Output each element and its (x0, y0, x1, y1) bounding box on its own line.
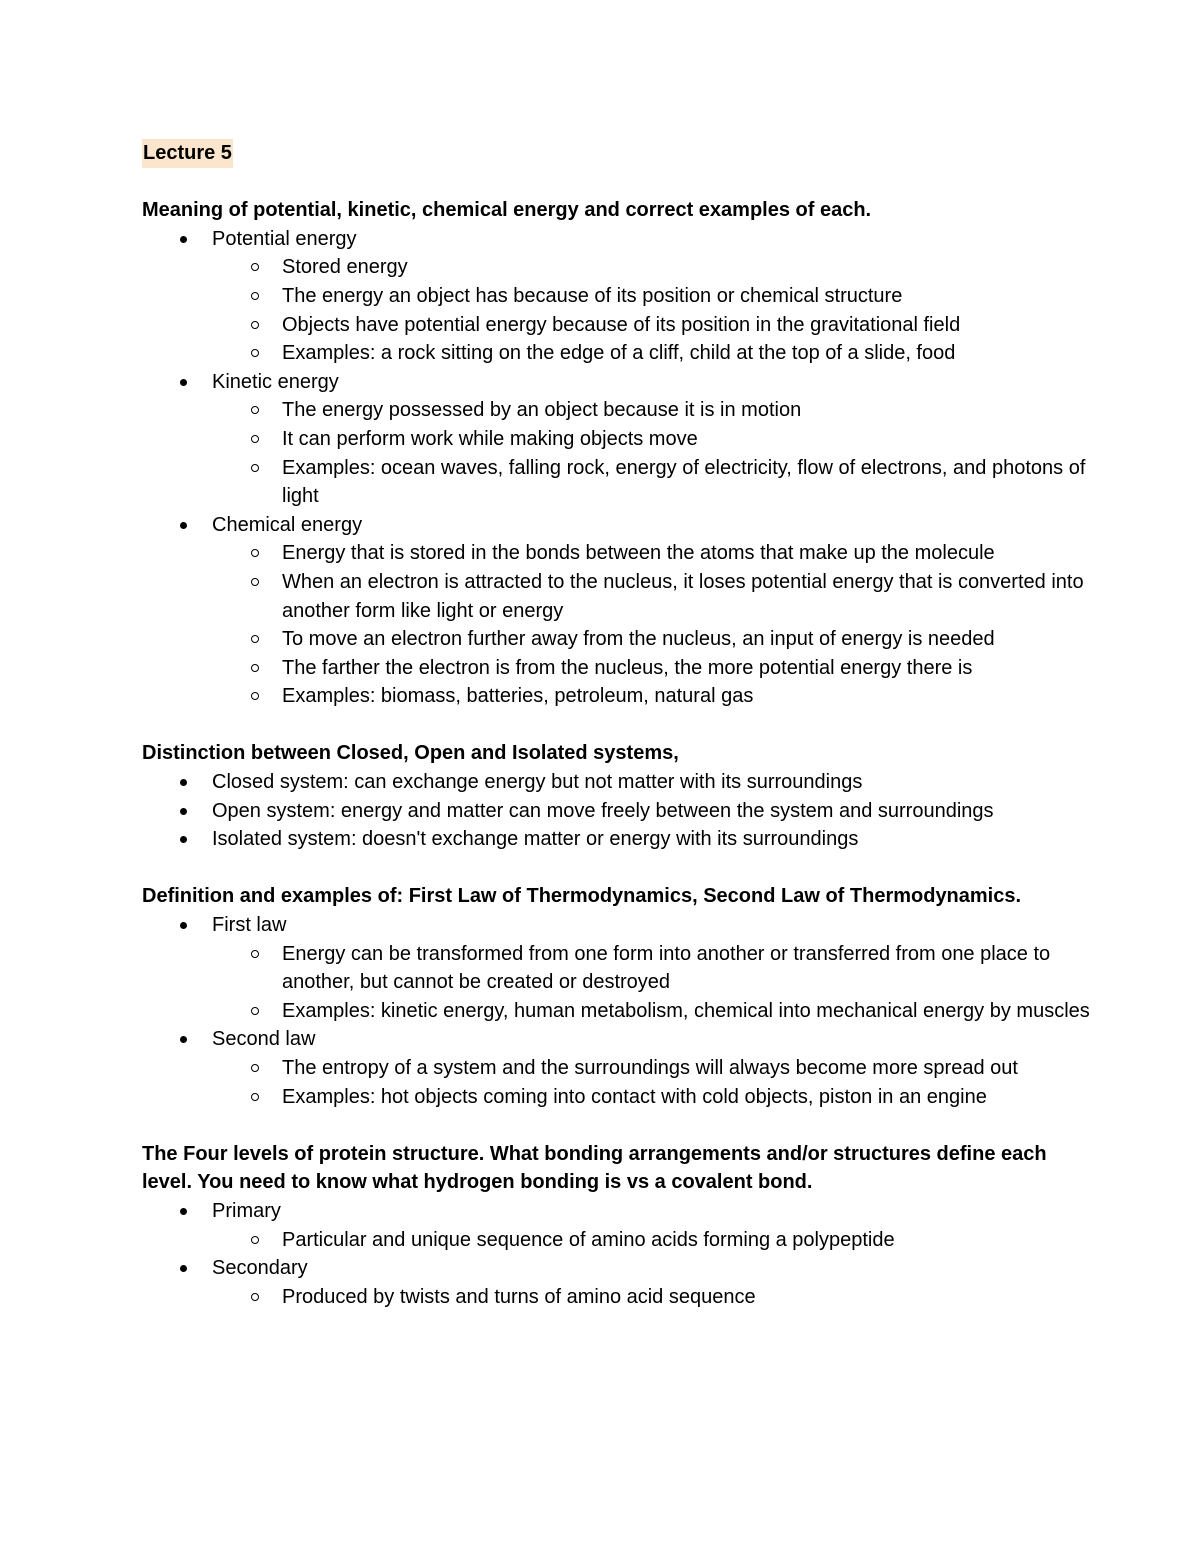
section (142, 882, 1100, 1111)
bullet-circle-icon (251, 1093, 259, 1101)
list-item-label: Primary (212, 1199, 281, 1222)
bullet-disc-icon (180, 1265, 187, 1272)
bullet-disc-icon (180, 779, 187, 786)
sub-list-item (212, 682, 1100, 711)
bullet-circle-icon (251, 464, 259, 472)
bullet-circle-icon (251, 1064, 259, 1072)
sub-list-item (212, 396, 1100, 425)
sub-list-item (212, 625, 1100, 654)
sub-bullet-list (142, 396, 1100, 510)
list-item (142, 911, 1100, 1025)
list-item-label: Open system: energy and matter can move freely between the system and surroundings (212, 799, 994, 822)
list-item (142, 1197, 1100, 1254)
bullet-circle-icon (251, 349, 259, 357)
bullet-circle-icon (251, 664, 259, 672)
bullet-disc-icon (180, 808, 187, 815)
sub-list-item-label: Produced by twists and turns of amino acid sequence (282, 1285, 756, 1308)
bullet-circle-icon (251, 263, 259, 271)
bullet-list (142, 768, 1100, 854)
sub-list-item (212, 311, 1100, 340)
list-item (142, 511, 1100, 711)
bullet-circle-icon (251, 1236, 259, 1244)
bullet-circle-icon (251, 435, 259, 443)
sub-bullet-list (142, 940, 1100, 1026)
bullet-disc-icon (180, 379, 187, 386)
sub-list-item-label: Examples: kinetic energy, human metabolism, chemical into mechanical energy by muscles (282, 999, 1090, 1022)
bullet-disc-icon (180, 836, 187, 843)
bullet-circle-icon (251, 321, 259, 329)
sub-list-item (212, 1226, 1100, 1255)
list-item-label: Closed system: can exchange energy but not matter with its surroundings (212, 771, 863, 794)
sub-bullet-list (142, 1283, 1100, 1312)
sub-bullet-list (142, 253, 1100, 367)
bullet-circle-icon (251, 692, 259, 700)
bullet-disc-icon (180, 1036, 187, 1043)
sections-container (142, 196, 1100, 1311)
sub-bullet-list (142, 1226, 1100, 1255)
bullet-disc-icon (180, 236, 187, 243)
section (142, 1140, 1100, 1312)
bullet-circle-icon (251, 950, 259, 958)
sub-list-item (212, 1283, 1100, 1312)
bullet-list (142, 225, 1100, 711)
sub-list-item (212, 425, 1100, 454)
bullet-disc-icon (180, 1208, 187, 1215)
list-item-label: Secondary (212, 1257, 308, 1280)
sub-list-item (212, 1083, 1100, 1112)
section-heading: Definition and examples of: First Law of Thermodynamics, Second Law of Thermodynamics. (142, 885, 1022, 908)
list-item (142, 825, 1100, 854)
bullet-circle-icon (251, 1293, 259, 1301)
bullet-circle-icon (251, 549, 259, 557)
bullet-circle-icon (251, 1007, 259, 1015)
section (142, 196, 1100, 711)
list-item (142, 768, 1100, 797)
bullet-circle-icon (251, 292, 259, 300)
sub-bullet-list (142, 539, 1100, 711)
list-item (142, 797, 1100, 826)
sub-list-item-label: To move an electron further away from the nucleus, an input of energy is needed (282, 628, 995, 651)
list-item (142, 368, 1100, 511)
sub-list-item (212, 940, 1100, 997)
list-item-label: Potential energy (212, 227, 357, 250)
sub-list-item-label: Stored energy (282, 256, 408, 279)
sub-list-item (212, 339, 1100, 368)
sub-list-item (212, 539, 1100, 568)
lecture-title: Lecture 5 (142, 139, 233, 168)
sub-list-item (212, 253, 1100, 282)
sub-list-item-label: The energy an object has because of its position or chemical structure (282, 284, 903, 307)
sub-list-item (212, 282, 1100, 311)
sub-list-item (212, 654, 1100, 683)
section-heading: Distinction between Closed, Open and Isolated systems, (142, 742, 679, 765)
sub-list-item-label: When an electron is attracted to the nucleus, it loses potential energy that is converted into another form like light or energy (282, 570, 1084, 622)
sub-bullet-list (142, 1054, 1100, 1111)
list-item (142, 1025, 1100, 1111)
bullet-disc-icon (180, 522, 187, 529)
section-heading: The Four levels of protein structure. What bonding arrangements and/or structures define each level. You need to know what hydrogen bonding is vs a covalent bond. (142, 1142, 1047, 1194)
bullet-circle-icon (251, 406, 259, 414)
sub-list-item-label: Energy that is stored in the bonds between the atoms that make up the molecule (282, 542, 995, 565)
sub-list-item-label: Examples: hot objects coming into contact with cold objects, piston in an engine (282, 1085, 987, 1108)
sub-list-item (212, 568, 1100, 625)
sub-list-item (212, 997, 1100, 1026)
bullet-list (142, 1197, 1100, 1311)
sub-list-item-label: Examples: ocean waves, falling rock, energy of electricity, flow of electrons, and photons of light (282, 456, 1086, 508)
sub-list-item-label: Objects have potential energy because of its position in the gravitational field (282, 313, 961, 336)
sub-list-item-label: The energy possessed by an object because it is in motion (282, 399, 802, 422)
sub-list-item-label: Energy can be transformed from one form into another or transferred from one place to another, but cannot be created or destroyed (282, 942, 1051, 994)
sub-list-item (212, 454, 1100, 511)
sub-list-item (212, 1054, 1100, 1083)
list-item-label: Second law (212, 1028, 316, 1051)
bullet-disc-icon (180, 922, 187, 929)
bullet-circle-icon (251, 635, 259, 643)
sub-list-item-label: The farther the electron is from the nucleus, the more potential energy there is (282, 656, 973, 679)
list-item-label: Kinetic energy (212, 370, 339, 393)
section (142, 739, 1100, 853)
list-item-label: Chemical energy (212, 513, 363, 536)
sub-list-item-label: Examples: a rock sitting on the edge of a cliff, child at the top of a slide, food (282, 342, 956, 365)
list-item (142, 225, 1100, 368)
bullet-circle-icon (251, 578, 259, 586)
sub-list-item-label: Examples: biomass, batteries, petroleum, natural gas (282, 685, 754, 708)
sub-list-item-label: It can perform work while making objects move (282, 427, 698, 450)
list-item (142, 1254, 1100, 1311)
sub-list-item-label: The entropy of a system and the surroundings will always become more spread out (282, 1057, 1018, 1079)
sub-list-item-label: Particular and unique sequence of amino acids forming a polypeptide (282, 1228, 895, 1251)
section-heading: Meaning of potential, kinetic, chemical energy and correct examples of each. (142, 199, 872, 222)
list-item-label: First law (212, 914, 287, 937)
bullet-list (142, 911, 1100, 1111)
list-item-label: Isolated system: doesn't exchange matter or energy with its surroundings (212, 828, 859, 851)
